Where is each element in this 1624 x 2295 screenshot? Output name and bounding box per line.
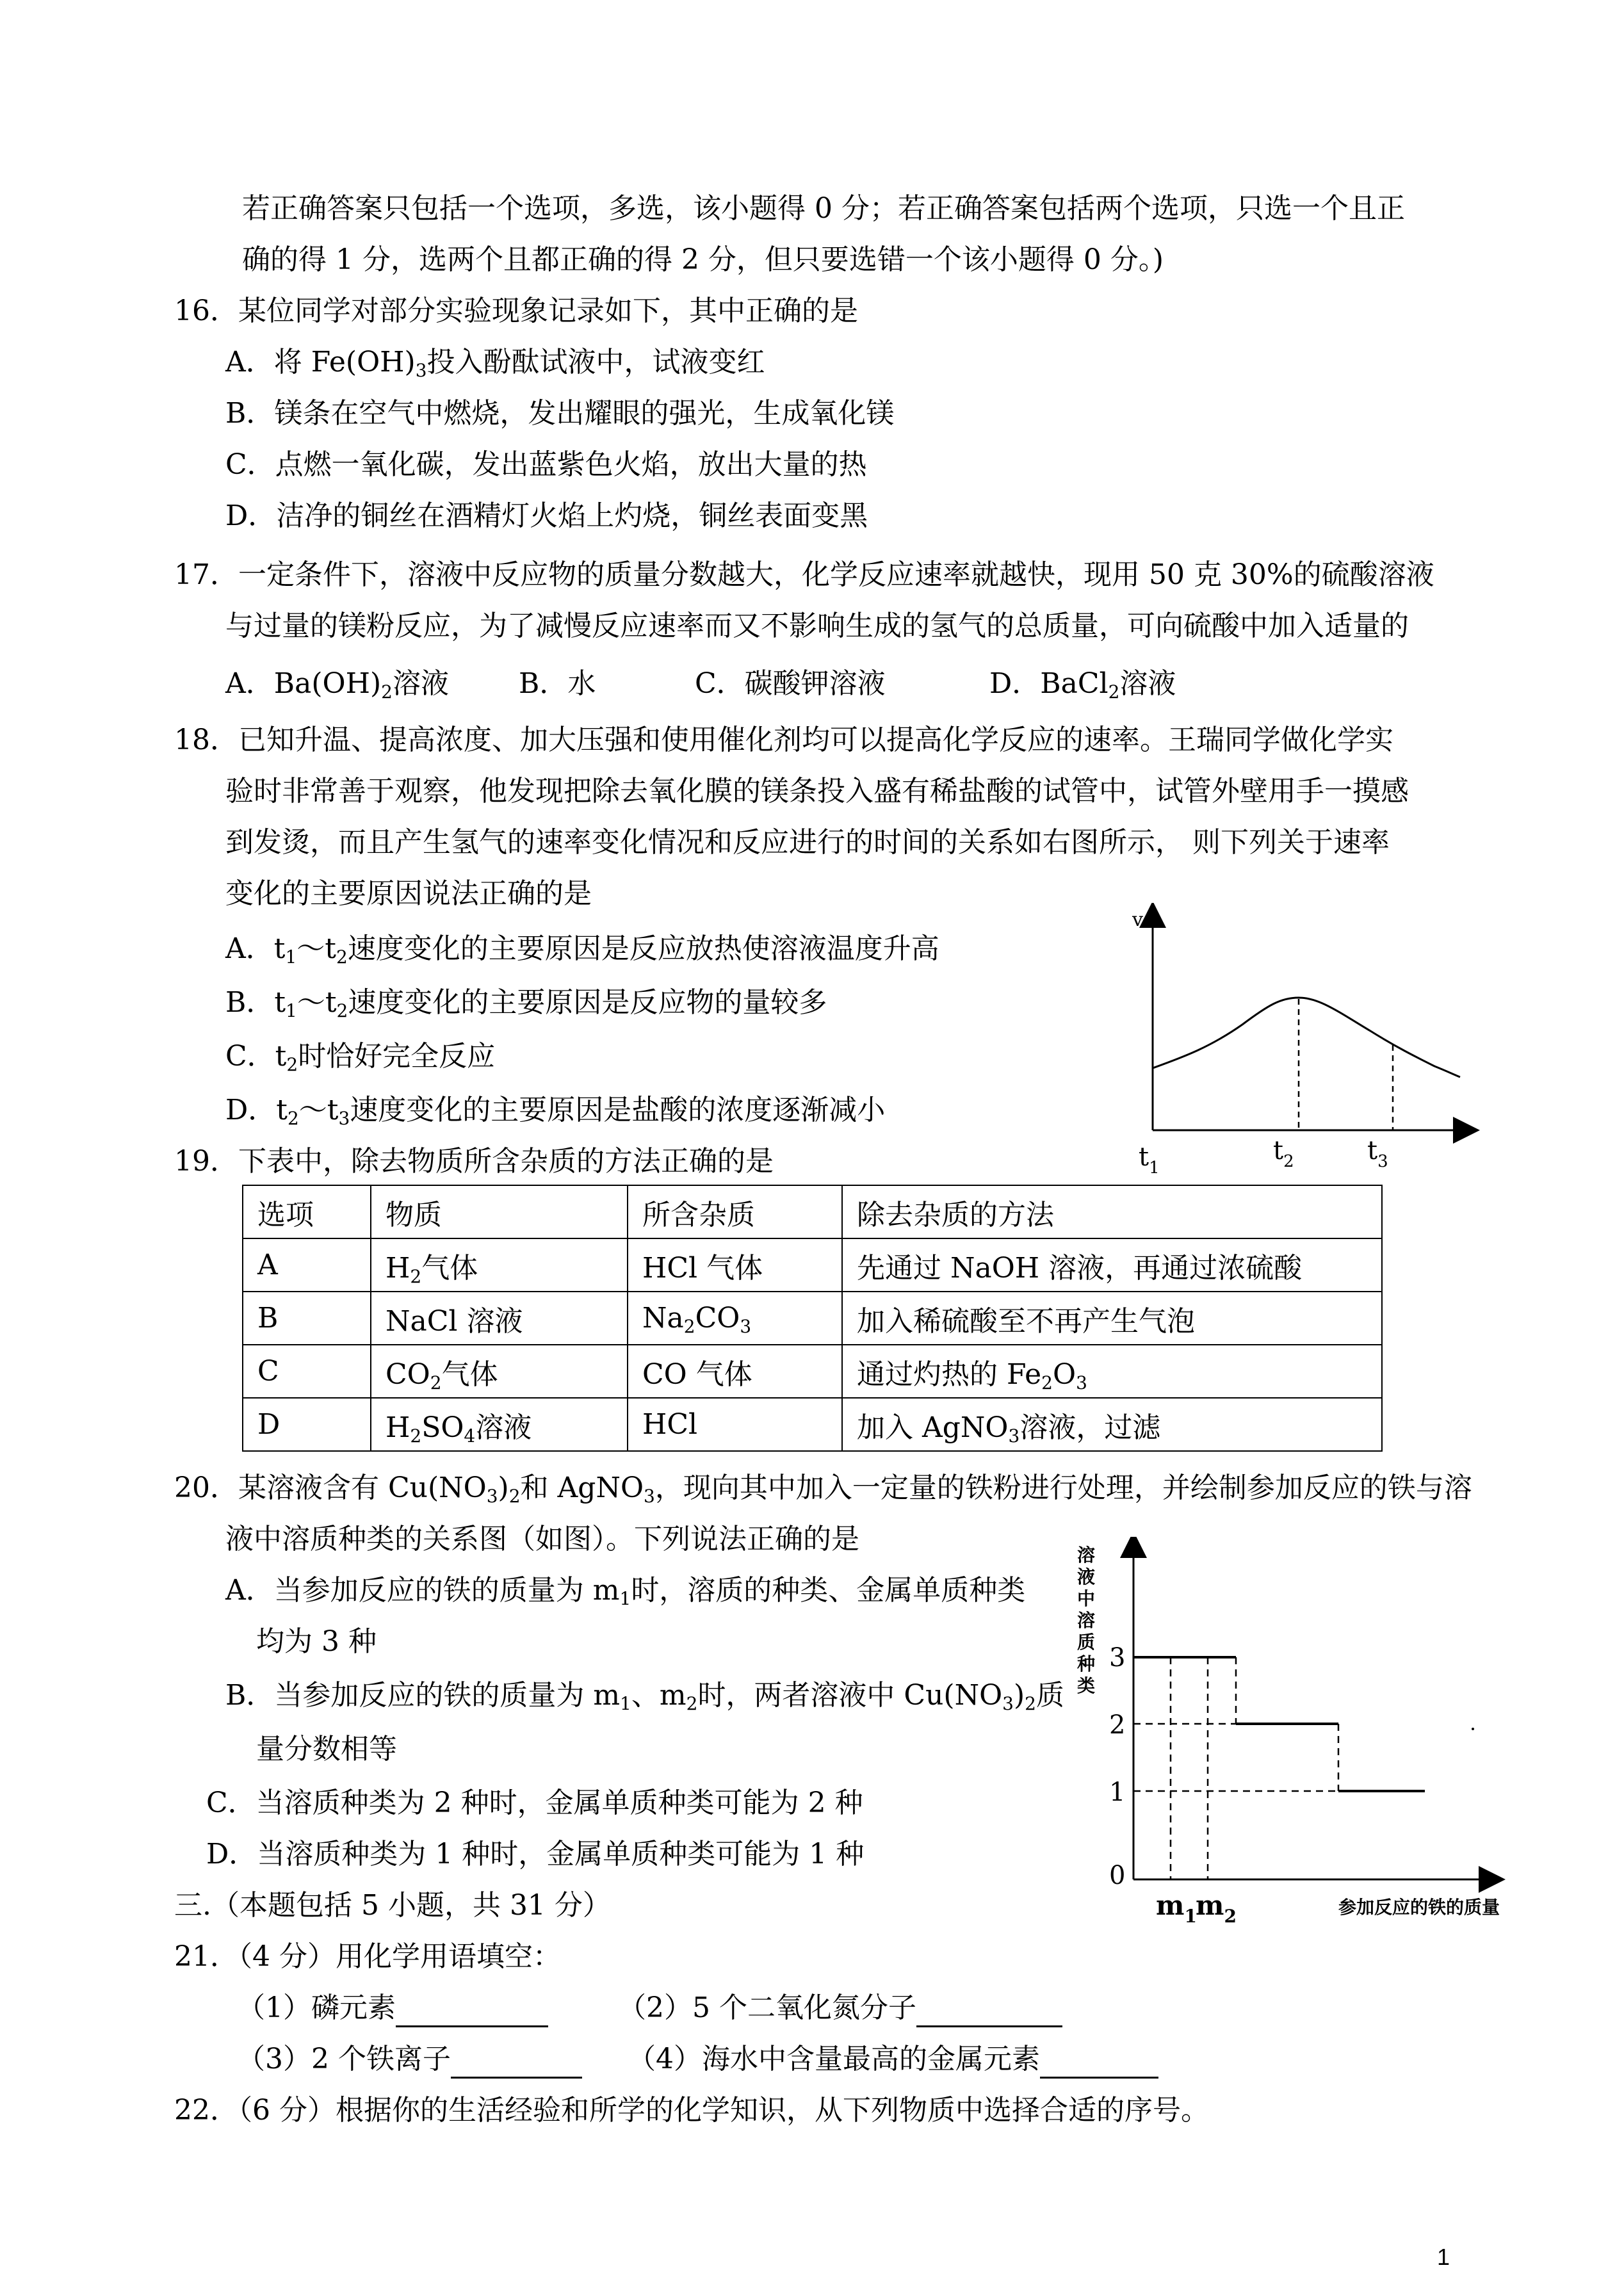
tick-1: 1 (1109, 1778, 1126, 1807)
cell-method: 先通过 NaOH 溶液，再通过浓硫酸 (842, 1238, 1382, 1292)
cell-option: B (243, 1292, 371, 1345)
q16-option-b: B．镁条在空气中燃烧，发出耀眼的强光，生成氧化镁 (225, 397, 895, 430)
q21-item-1: （1）磷元素 (237, 1989, 548, 2027)
cell-option: C (243, 1345, 371, 1398)
q20-option-a-line-2: 均为 3 种 (256, 1625, 377, 1658)
answer-blank[interactable] (916, 1995, 1062, 2027)
table-row (243, 1238, 1382, 1292)
q20-stem-line-1: 20．某溶液含有 $Cu(NO_3)_2$和 AgNO$_3$，现向其中加入一定量的铁粉进行处理，并绘制参加反应的铁与溶 (174, 1472, 1472, 1507)
q17-stem-line-1: 17．一定条件下，溶液中反应物的质量分数越大，化学反应速率就越快，现用 50 克 30%的硫酸溶液 (174, 558, 1434, 591)
q18-stem-line-1: 18．已知升温、提高浓度、加大压强和使用催化剂均可以提高化学反应的速率。王瑞同学做化学实 (174, 724, 1393, 756)
q19-stem: 19．下表中，除去物质所含杂质的方法正确的是 (174, 1145, 774, 1178)
solute-types-graph (1063, 1537, 1511, 1934)
q18-option-d: D．$t_2\sim t_3$速度变化的主要原因是盐酸的浓度逐渐减小 (225, 1094, 886, 1129)
header-impurity: 所含杂质 (628, 1185, 842, 1238)
cell-method: 加入 AgNO$_3$溶液，过滤 (842, 1398, 1382, 1451)
cell-substance: NaCl 溶液 (371, 1292, 628, 1345)
q21-item-4: （4）海水中含量最高的金属元素 (628, 2040, 1158, 2079)
scoring-rule-line-1: 若正确答案只包括一个选项，多选，该小题得 0 分；若正确答案包括两个选项，只选一个且正 (242, 192, 1405, 225)
q17-stem-line-2: 与过量的镁粉反应，为了减慢反应速率而又不影响生成的氢气的总质量，可向硫酸中加入适量的 (225, 610, 1409, 642)
table-row (243, 1398, 1382, 1451)
y-axis-label: v (1132, 909, 1143, 931)
svg-text:溶: 溶 (1077, 1610, 1096, 1631)
cell-option: A (243, 1238, 371, 1292)
q18-option-b: B．$t_1\sim t_2$速度变化的主要原因是反应物的量较多 (225, 986, 827, 1021)
q22-stem: 22．（6 分）根据你的生活经验和所学的化学知识，从下列物质中选择合适的序号。 (174, 2094, 1209, 2127)
q20-stem-line-2: 液中溶质种类的关系图（如图）。下列说法正确的是 (225, 1523, 859, 1555)
section-3-title: 三.（本题包括 5 小题，共 31 分） (174, 1889, 611, 1922)
svg-text:质: 质 (1077, 1632, 1096, 1653)
cell-method: 通过灼热的 $Fe_2O_3$ (842, 1345, 1382, 1398)
header-method: 除去杂质的方法 (842, 1185, 1382, 1238)
table-row (243, 1292, 1382, 1345)
cell-impurity: HCl 气体 (628, 1238, 842, 1292)
answer-blank[interactable] (396, 1995, 548, 2027)
header-substance: 物质 (371, 1185, 628, 1238)
m1-label: $m_1$ (1156, 1890, 1197, 1927)
cell-method: 加入稀硫酸至不再产生气泡 (842, 1292, 1382, 1345)
svg-text:溶: 溶 (1077, 1545, 1096, 1566)
q17-option-b: B．水 (519, 667, 596, 700)
table-header-row (243, 1185, 1382, 1238)
q17-option-c: C．碳酸钾溶液 (695, 667, 886, 700)
header-option: 选项 (243, 1185, 371, 1238)
x-axis-label: 参加反应的铁的质量 (1338, 1897, 1500, 1918)
q17-option-d: D．BaCl$_2$溶液 (989, 667, 1176, 702)
tick-3: 3 (1109, 1643, 1126, 1673)
stray-dot (1472, 1728, 1474, 1730)
svg-text:中: 中 (1077, 1588, 1096, 1609)
q17-option-a: A．$Ba(OH)_2$溶液 (225, 667, 449, 702)
t2-label: $t_2$ (1273, 1136, 1294, 1171)
answer-blank[interactable] (451, 2046, 582, 2079)
q18-stem-line-4: 变化的主要原因说法正确的是 (225, 877, 592, 910)
q21-item-2: （2）5 个二氧化氮分子 (618, 1989, 1062, 2027)
q16-stem: 16．某位同学对部分实验现象记录如下，其中正确的是 (174, 295, 858, 327)
rate-curve (1153, 998, 1460, 1077)
tick-0: 0 (1109, 1861, 1126, 1890)
answer-blank[interactable] (1040, 2046, 1158, 2079)
cell-substance: $H_2$气体 (371, 1238, 628, 1292)
t3-label: $t_3$ (1367, 1136, 1388, 1171)
cell-substance: $H_2SO_4$溶液 (371, 1398, 628, 1451)
q16-option-c: C．点燃一氧化碳，发出蓝紫色火焰，放出大量的热 (225, 448, 867, 481)
q21-stem: 21．（4 分）用化学用语填空： (174, 1940, 561, 1973)
svg-text:种: 种 (1077, 1653, 1096, 1675)
q20-option-b-line-1: B．当参加反应的铁的质量为 $m_1$、$m_2$时，两者溶液中 $Cu(NO_3)_2$质 (225, 1679, 1064, 1714)
cell-option: D (243, 1398, 371, 1451)
q18-option-c: C．$t_2$时恰好完全反应 (225, 1040, 496, 1075)
m2-label: $m_2$ (1196, 1890, 1237, 1927)
q18-stem-line-2: 验时非常善于观察，他发现把除去氧化膜的镁条投入盛有稀盐酸的试管中，试管外壁用手一摸感 (225, 775, 1409, 807)
q20-option-a-line-1: A．当参加反应的铁的质量为 $m_1$时，溶质的种类、金属单质种类 (225, 1574, 1026, 1609)
rate-time-graph (1127, 903, 1486, 1178)
cell-impurity: $Na_2CO_3$ (628, 1292, 842, 1345)
q16-option-a: A．将 $Fe(OH)_3$投入酚酞试液中，试液变红 (225, 346, 765, 381)
q18-option-a: A．$t_1\sim t_2$速度变化的主要原因是反应放热使溶液温度升高 (225, 932, 939, 968)
q16-option-d: D．洁净的铜丝在酒精灯火焰上灼烧，铜丝表面变黑 (225, 499, 868, 532)
svg-text:液: 液 (1077, 1566, 1096, 1587)
svg-text:类: 类 (1077, 1675, 1096, 1696)
page-number: 1 (1437, 2244, 1450, 2270)
q20-option-d: D．当溶质种类为 1 种时，金属单质种类可能为 1 种 (206, 1838, 865, 1870)
t1-label: $t_1$ (1139, 1142, 1160, 1178)
table-row (243, 1345, 1382, 1398)
q18-stem-line-3: 到发烫，而且产生氢气的速率变化情况和反应进行的时间的关系如右图所示， 则下列关于速率 (225, 826, 1390, 859)
q20-option-c: C．当溶质种类为 2 种时，金属单质种类可能为 2 种 (206, 1787, 863, 1819)
scoring-rule-line-2: 确的得 1 分，选两个且都正确的得 2 分，但只要选错一个该小题得 0 分。) (242, 243, 1164, 276)
cell-substance: $CO_2$气体 (371, 1345, 628, 1398)
impurity-removal-table (242, 1185, 1383, 1452)
cell-impurity: CO 气体 (628, 1345, 842, 1398)
y-axis-label (1077, 1545, 1095, 1696)
q20-option-b-line-2: 量分数相等 (256, 1733, 397, 1765)
cell-impurity: HCl (628, 1398, 842, 1451)
q21-item-3: （3）2 个铁离子 (237, 2040, 582, 2079)
tick-2: 2 (1109, 1710, 1126, 1740)
